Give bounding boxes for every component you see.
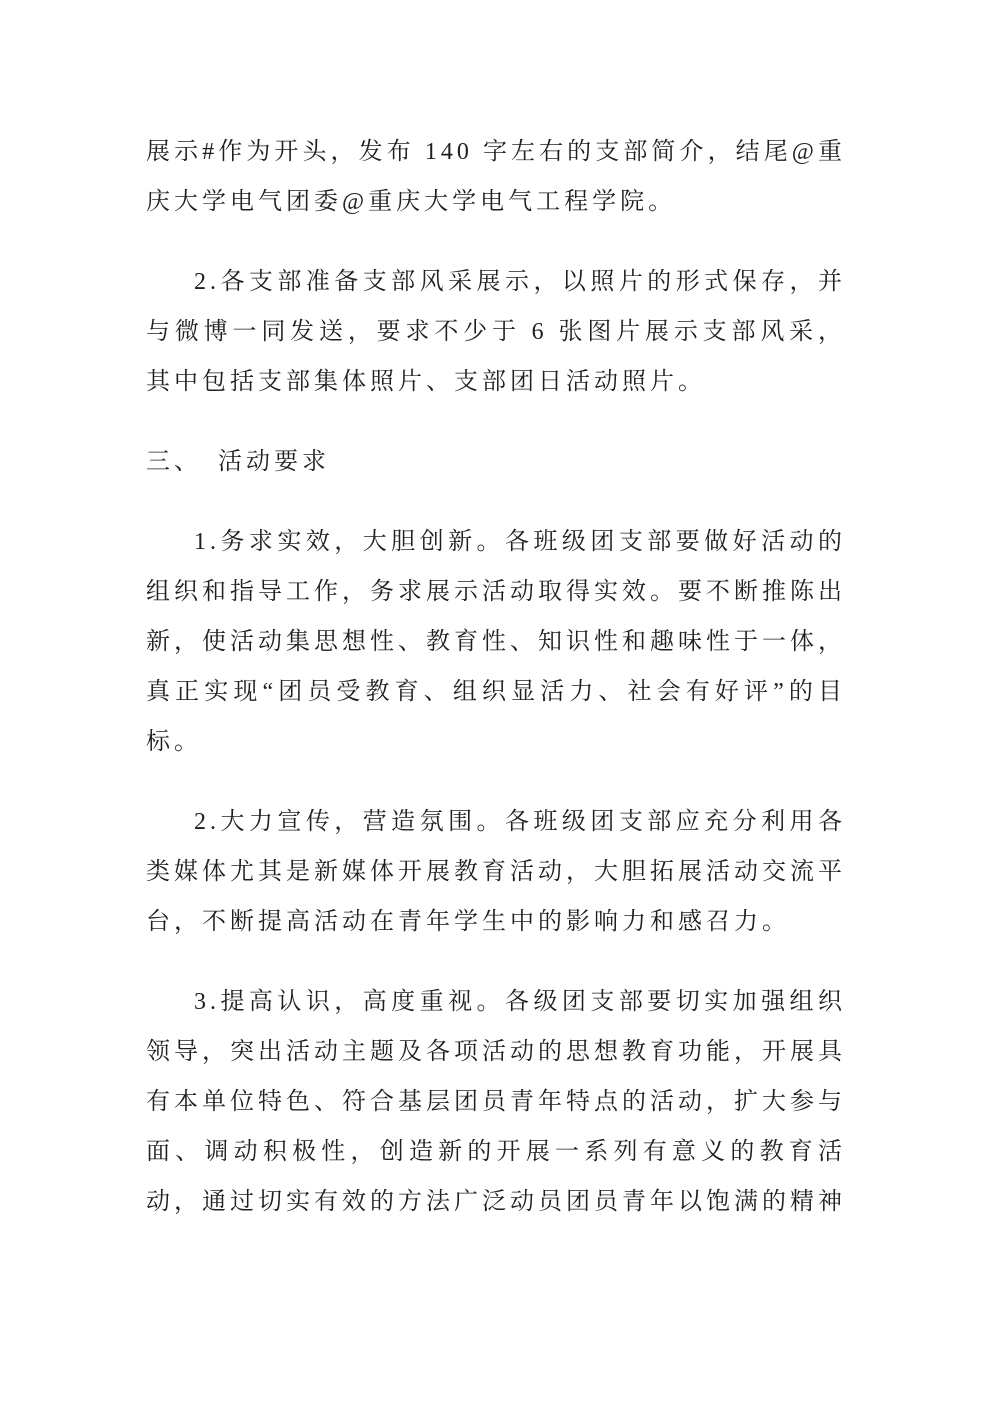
- paragraph-weibo-intro-continuation: 展示#作为开头，发布 140 字左右的支部简介，结尾@重庆大学电气团委@重庆大学电气工程学院。: [146, 139, 846, 215]
- heading-section-3-activity-requirements: 三、 活动要求: [146, 449, 330, 475]
- paragraph-item-2-photo-requirements: 2.各支部准备支部风采展示，以照片的形式保存，并与微博一同发送，要求不少于 6 张图片展示支部风采，其中包括支部集体照片、支部团日活动照片。: [146, 269, 846, 395]
- paragraph-requirement-2-publicity-atmosphere: 2.大力宣传，营造氛围。各班级团支部应充分利用各类媒体尤其是新媒体开展教育活动，大胆拓展活动交流平台，不断提高活动在青年学生中的影响力和感召力。: [146, 809, 846, 935]
- paragraph-requirement-1-effectiveness-innovation: 1.务求实效，大胆创新。各班级团支部要做好活动的组织和指导工作，务求展示活动取得实效。要不断推陈出新，使活动集思想性、教育性、知识性和趣味性于一体，真正实现“团员受教育、组织显活力、社会有好评”的目标。: [146, 529, 846, 755]
- paragraph-requirement-3-awareness-importance: 3.提高认识，高度重视。各级团支部要切实加强组织领导，突出活动主题及各项活动的思想教育功能，开展具有本单位特色、符合基层团员青年特点的活动，扩大参与面、调动积极性，创造新的开展一系列有意义的教育活动，通过切实有效的方法广泛动员团员青年以饱满的精神: [146, 989, 846, 1215]
